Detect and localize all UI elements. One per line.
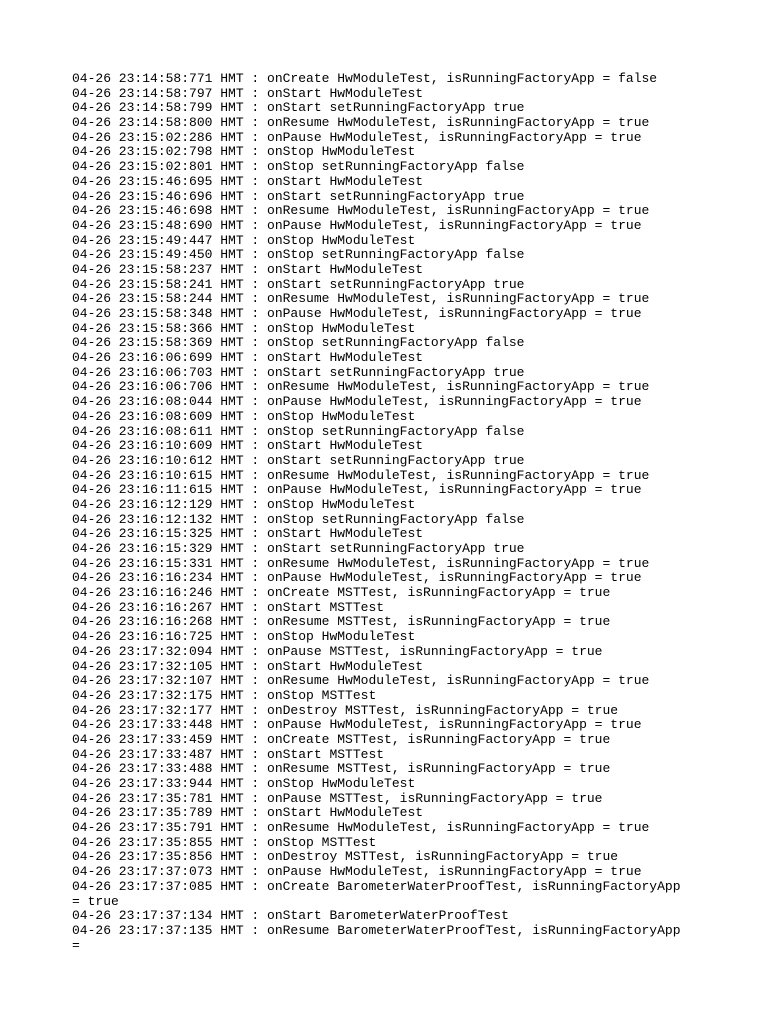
log-line: 04-26 23:15:58:237 HMT : onStart HwModuleTest <box>72 261 424 277</box>
log-line: 04-26 23:15:58:369 HMT : onStop setRunningFactoryApp false <box>72 335 525 351</box>
log-line: 04-26 23:16:08:044 HMT : onPause HwModuleTest, isRunningFactoryApp = true <box>72 394 642 410</box>
log-line: 04-26 23:17:35:856 HMT : onDestroy MSTTest, isRunningFactoryApp = true <box>72 849 619 865</box>
log-line: 04-26 23:17:33:459 HMT : onCreate MSTTest, isRunningFactoryApp = true <box>72 731 611 747</box>
log-line: 04-26 23:16:11:615 HMT : onPause HwModuleTest, isRunningFactoryApp = true <box>72 482 642 498</box>
log-line: 04-26 23:17:35:791 HMT : onResume HwModuleTest, isRunningFactoryApp = true <box>72 820 650 836</box>
log-line: 04-26 23:17:32:177 HMT : onDestroy MSTTest, isRunningFactoryApp = true <box>72 702 619 718</box>
log-line: 04-26 23:16:16:725 HMT : onStop HwModuleTest <box>72 629 416 645</box>
log-line: 04-26 23:16:12:132 HMT : onStop setRunningFactoryApp false <box>72 511 525 527</box>
log-line: 04-26 23:16:06:699 HMT : onStart HwModuleTest <box>72 350 424 366</box>
log-line: 04-26 23:15:58:366 HMT : onStop HwModuleTest <box>72 320 416 336</box>
log-line: 04-26 23:16:06:706 HMT : onResume HwModuleTest, isRunningFactoryApp = true <box>72 379 650 395</box>
log-line: 04-26 23:16:06:703 HMT : onStart setRunningFactoryApp true <box>72 364 525 380</box>
log-line: 04-26 23:17:35:789 HMT : onStart HwModuleTest <box>72 805 424 821</box>
document-page <box>72 72 696 953</box>
log-line: 04-26 23:17:32:094 HMT : onPause MSTTest, isRunningFactoryApp = true <box>72 643 603 659</box>
log-line: 04-26 23:16:10:609 HMT : onStart HwModuleTest <box>72 438 424 454</box>
log-line: 04-26 23:16:15:329 HMT : onStart setRunningFactoryApp true <box>72 541 525 556</box>
log-line: 04-26 23:17:32:107 HMT : onResume HwModuleTest, isRunningFactoryApp = true <box>72 673 650 689</box>
log-line: 04-26 23:16:10:615 HMT : onResume HwModuleTest, isRunningFactoryApp = true <box>72 467 650 483</box>
log-line: 04-26 23:17:37:073 HMT : onPause HwModuleTest, isRunningFactoryApp = true <box>72 864 642 880</box>
log-line: 04-26 23:15:58:348 HMT : onPause HwModuleTest, isRunningFactoryApp = true <box>72 306 642 321</box>
log-line: 04-26 23:17:37:134 HMT : onStart BarometerWaterProofTest <box>72 908 509 924</box>
log-line: 04-26 23:17:33:488 HMT : onResume MSTTest, isRunningFactoryApp = true <box>72 761 611 777</box>
log-line: 04-26 23:17:32:105 HMT : onStart HwModuleTest <box>72 658 424 674</box>
log-line: 04-26 23:14:58:797 HMT : onStart HwModuleTest <box>72 85 424 101</box>
log-line: 04-26 23:15:02:798 HMT : onStop HwModuleTest <box>72 144 416 160</box>
log-line: 04-26 23:16:10:612 HMT : onStart setRunningFactoryApp true <box>72 452 525 468</box>
log-line: 04-26 23:15:48:690 HMT : onPause HwModuleTest, isRunningFactoryApp = true <box>72 217 642 233</box>
log-line: 04-26 23:15:58:244 HMT : onResume HwModuleTest, isRunningFactoryApp = true <box>72 291 650 307</box>
log-line: 04-26 23:16:08:609 HMT : onStop HwModuleTest <box>72 408 416 424</box>
log-line: 04-26 23:14:58:771 HMT : onCreate HwModuleTest, isRunningFactoryApp = false <box>72 71 658 86</box>
log-line: 04-26 23:16:16:234 HMT : onPause HwModuleTest, isRunningFactoryApp = true <box>72 570 642 586</box>
log-line: 04-26 23:16:12:129 HMT : onStop HwModuleTest <box>72 496 416 512</box>
log-line: 04-26 23:15:46:695 HMT : onStart HwModuleTest <box>72 173 424 189</box>
log-line: 04-26 23:17:35:855 HMT : onStop MSTTest <box>72 834 377 850</box>
log-line: 04-26 23:15:46:696 HMT : onStart setRunningFactoryApp true <box>72 188 525 204</box>
log-line: 04-26 23:17:32:175 HMT : onStop MSTTest <box>72 687 377 703</box>
log-line: 04-26 23:16:15:325 HMT : onStart HwModuleTest <box>72 526 424 542</box>
log-line: 04-26 23:16:15:331 HMT : onResume HwModuleTest, isRunningFactoryApp = true <box>72 555 650 571</box>
log-line: 04-26 23:15:49:447 HMT : onStop HwModuleTest <box>72 232 416 248</box>
log-line: 04-26 23:15:49:450 HMT : onStop setRunningFactoryApp false <box>72 247 525 263</box>
log-line: 04-26 23:15:58:241 HMT : onStart setRunningFactoryApp true <box>72 276 525 292</box>
log-line: 04-26 23:16:16:268 HMT : onResume MSTTest, isRunningFactoryApp = true <box>72 614 611 630</box>
log-line: 04-26 23:14:58:799 HMT : onStart setRunningFactoryApp true <box>72 100 525 116</box>
log-line: 04-26 23:15:02:286 HMT : onPause HwModuleTest, isRunningFactoryApp = true <box>72 129 642 145</box>
log-text-block <box>72 72 696 953</box>
log-line: 04-26 23:17:33:944 HMT : onStop HwModuleTest <box>72 776 416 791</box>
log-line: 04-26 23:15:46:698 HMT : onResume HwModuleTest, isRunningFactoryApp = true <box>72 203 650 219</box>
log-line: 04-26 23:16:16:267 HMT : onStart MSTTest <box>72 599 385 615</box>
log-line: 04-26 23:16:16:246 HMT : onCreate MSTTest, isRunningFactoryApp = true <box>72 585 611 601</box>
log-line: 04-26 23:17:35:781 HMT : onPause MSTTest, isRunningFactoryApp = true <box>72 790 603 806</box>
log-line: 04-26 23:15:02:801 HMT : onStop setRunningFactoryApp false <box>72 159 525 175</box>
log-line: 04-26 23:17:37:085 HMT : onCreate BarometerWaterProofTest, isRunningFactoryApp = true <box>72 878 689 909</box>
log-line: 04-26 23:14:58:800 HMT : onResume HwModuleTest, isRunningFactoryApp = true <box>72 115 650 131</box>
log-line: 04-26 23:17:33:448 HMT : onPause HwModuleTest, isRunningFactoryApp = true <box>72 717 642 733</box>
log-line: 04-26 23:17:37:135 HMT : onResume BarometerWaterProofTest, isRunningFactoryApp = <box>72 922 689 953</box>
log-line: 04-26 23:16:08:611 HMT : onStop setRunningFactoryApp false <box>72 423 525 439</box>
log-line: 04-26 23:17:33:487 HMT : onStart MSTTest <box>72 746 385 762</box>
